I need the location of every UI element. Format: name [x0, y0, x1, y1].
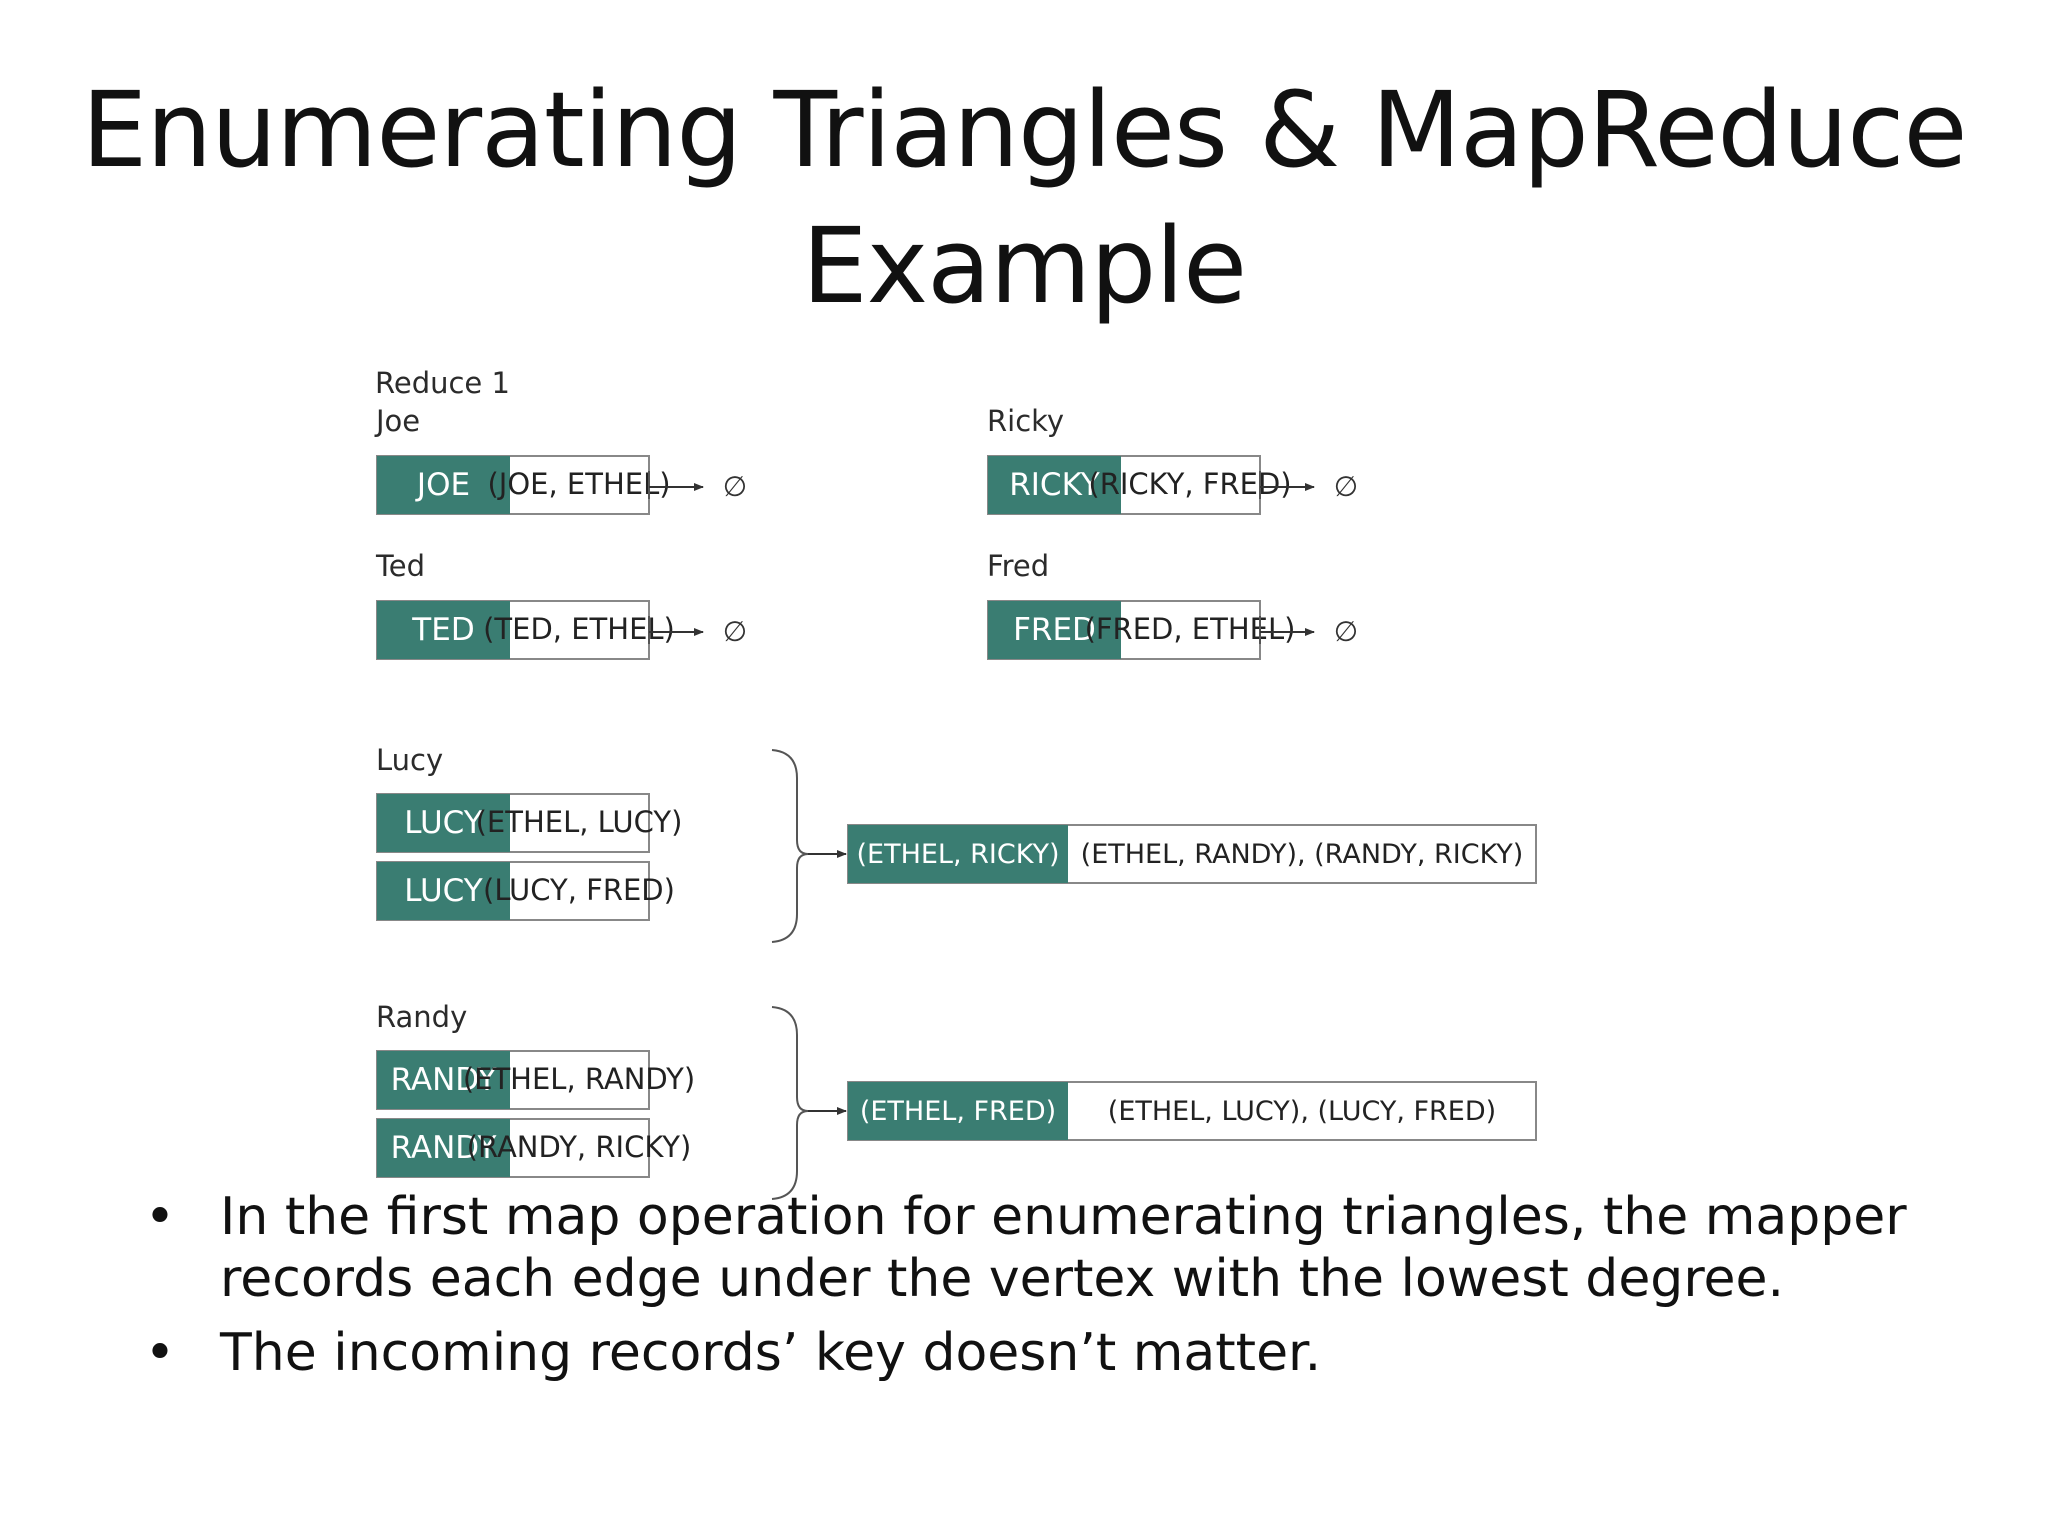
- record-s1: [988, 456, 1292, 514]
- record-s0: [377, 456, 671, 514]
- record-value: (ETHEL, RANDY): [462, 1062, 696, 1096]
- group-label-randy: Randy: [376, 1000, 468, 1034]
- record-key: RICKY: [1009, 467, 1100, 503]
- bullet-marker: •: [144, 1323, 176, 1383]
- record-m1-0: [377, 1051, 695, 1109]
- record-s2: [377, 601, 675, 659]
- diagram-content: [374, 404, 1536, 1199]
- record-value: (ETHEL, LUCY): [475, 805, 683, 839]
- record-m0-0: [377, 794, 682, 852]
- record-value: (RICKY, FRED): [1088, 467, 1292, 501]
- result-randy: [848, 1082, 1536, 1140]
- record-key: RANDY: [390, 1130, 497, 1166]
- result-value: (ETHEL, LUCY), (LUCY, FRED): [1107, 1096, 1497, 1127]
- group-brace: [772, 1007, 808, 1199]
- record-value: (LUCY, FRED): [483, 873, 675, 907]
- group-brace: [772, 750, 808, 942]
- bullet-text-2: The incoming records’ key doesn’t matter.: [220, 1323, 1322, 1383]
- diagram-heading: Reduce 1: [375, 366, 510, 400]
- record-value: (TED, ETHEL): [483, 612, 675, 646]
- record-key: RANDY: [390, 1062, 497, 1098]
- empty-set-icon: ∅: [722, 470, 748, 503]
- empty-set-icon: ∅: [1333, 470, 1359, 503]
- record-m1-1: [377, 1119, 691, 1177]
- record-key: FRED: [1013, 612, 1096, 648]
- record-value: (RANDY, RICKY): [466, 1130, 692, 1164]
- group-label-fred: Fred: [987, 549, 1050, 583]
- bullet-item-2: [140, 1322, 1940, 1384]
- slide-title-line-2: Example: [801, 205, 1247, 327]
- group-label-ricky: Ricky: [987, 404, 1065, 438]
- result-value: (ETHEL, RANDY), (RANDY, RICKY): [1080, 839, 1524, 870]
- bullet-list: [140, 1186, 1940, 1396]
- record-key: JOE: [416, 467, 471, 503]
- record-s3: [988, 601, 1295, 659]
- record-key: TED: [412, 612, 475, 648]
- record-value: (FRED, ETHEL): [1084, 612, 1296, 646]
- bullet-item-1: [140, 1186, 1940, 1310]
- empty-set-icon: ∅: [1333, 615, 1359, 648]
- bullet-text-1: In the first map operation for enumerating triangles, the mapper records each edge under the vertex with the lowest degree.: [220, 1187, 1907, 1309]
- result-key: (ETHEL, FRED): [859, 1096, 1057, 1127]
- bullet-marker: •: [144, 1187, 176, 1247]
- record-value: (JOE, ETHEL): [487, 467, 671, 501]
- slide-title-line-1: Enumerating Triangles & MapReduce: [81, 69, 1967, 191]
- group-label-lucy: Lucy: [376, 743, 444, 777]
- group-label-joe: Joe: [376, 404, 421, 438]
- result-lucy: [848, 825, 1536, 883]
- record-key: LUCY: [404, 805, 483, 841]
- record-key: LUCY: [404, 873, 483, 909]
- group-label-ted: Ted: [376, 549, 426, 583]
- record-m0-1: [377, 862, 675, 920]
- empty-set-icon: ∅: [722, 615, 748, 648]
- result-key: (ETHEL, RICKY): [856, 839, 1060, 870]
